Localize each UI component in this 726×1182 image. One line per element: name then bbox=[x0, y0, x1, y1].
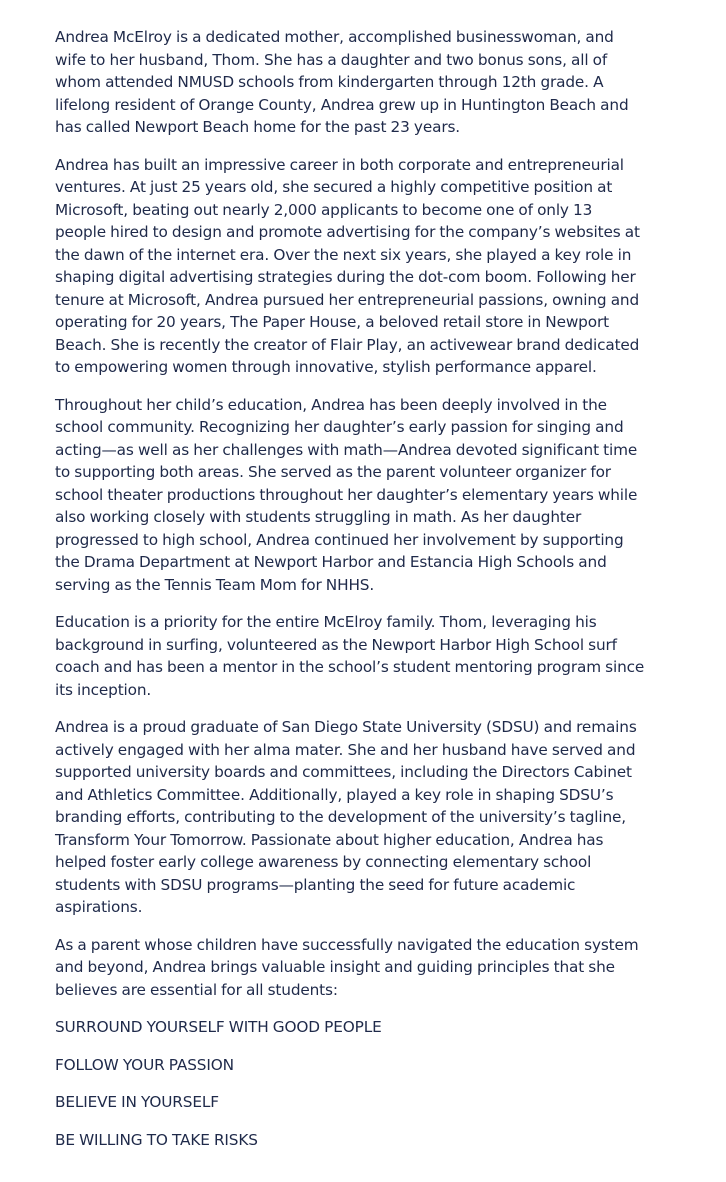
bio-content bbox=[55, 26, 647, 1166]
bio-paragraph-career: Andrea has built an impressive career in both corporate and entrepreneurial ventures. At just 25 years old, she secured a highly competitive position at Microsoft, beating out nearly 2,000 applicants to become one of only 13 people hired to design and promote advertising for the company’s websites at the dawn of the internet era. Over the next six years, she played a key role in shaping digital advertising strategies during the dot-com boom. Following her tenure at Microsoft, Andrea pursued her entrepreneurial passions, owning and operating for 20 years, The Paper House, a beloved retail store in Newport Beach. She is recently the creator of Flair Play, an activewear brand dedicated to empowering women through innovative, stylish performance apparel. bbox=[55, 155, 640, 376]
bio-paragraph-school-involvement: Throughout her child’s education, Andrea has been deeply involved in the school community. Recognizing her daughter’s early passion for singing and acting—as well as her challenges with math—Andrea devoted significant time to supporting both areas. She served as the parent volunteer organizer for school theater productions throughout her daughter’s elementary years while also working closely with students struggling in math. As her daughter progressed to high school, Andrea continued her involvement by supporting the Drama Department at Newport Harbor and Estancia High Schools and serving as the Tennis Team Mom for NHHS. bbox=[55, 395, 638, 594]
bio-paragraph-sdsu: Andrea is a proud graduate of San Diego State University (SDSU) and remains actively engaged with her alma mater. She and her husband have served and supported university boards and committees, including the Directors Cabinet and Athletics Committee. Additionally, played a key role in shaping SDSU’s branding efforts, contributing to the development of the university’s tagline, Transform Your Tomorrow. Passionate about higher education, Andrea has helped foster early college awareness by connecting elementary school students with SDSU programs—planting the seed for future academic aspirations. bbox=[55, 718, 637, 916]
bio-paragraph-principles-intro: As a parent whose children have successfully navigated the education system and beyond, Andrea brings valuable insight and guiding principles that she believes are essential for all students: bbox=[55, 935, 639, 999]
bio-paragraph-intro: Andrea McElroy is a dedicated mother, accomplished businesswoman, and wife to her husband, Thom. She has a daughter and two bonus sons, all of whom attended NMUSD schools from kindergarten through 12th grade. A lifelong resident of Orange County, Andrea grew up in Huntington Beach and has called Newport Beach home for the past 23 years. bbox=[55, 28, 629, 136]
principle-item: BELIEVE IN YOURSELF bbox=[55, 1093, 219, 1111]
principle-item: FOLLOW YOUR PASSION bbox=[55, 1055, 234, 1074]
principles-list bbox=[55, 1016, 647, 1151]
principle-item: SURROUND YOURSELF WITH GOOD PEOPLE bbox=[55, 1018, 382, 1036]
principle-item: BE WILLING TO TAKE RISKS bbox=[55, 1130, 258, 1149]
bio-paragraph-family-education: Education is a priority for the entire McElroy family. Thom, leveraging his background in surfing, volunteered as the Newport Harbor High School surf coach and has been a mentor in the school’s student mentoring program since its inception. bbox=[55, 613, 645, 699]
